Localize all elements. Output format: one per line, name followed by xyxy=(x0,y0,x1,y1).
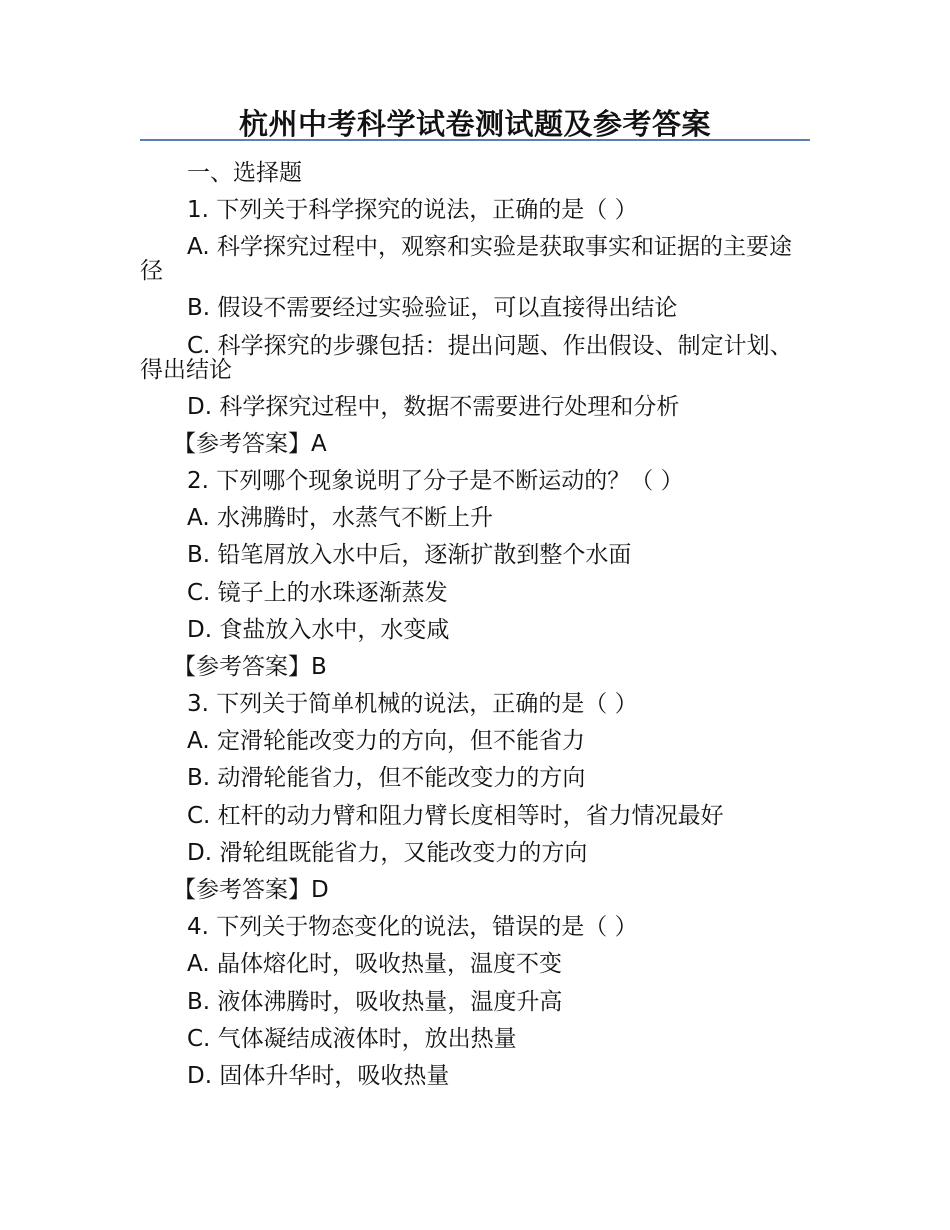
question-1-answer: 【参考答案】A xyxy=(173,430,327,457)
question-2-option-d: D. 食盐放入水中，水变咸 xyxy=(187,616,450,643)
question-2-option-b: B. 铅笔屑放入水中后，逐渐扩散到整个水面 xyxy=(187,542,632,569)
question-3-option-a: A. 定滑轮能改变力的方向，但不能省力 xyxy=(187,728,585,755)
question-stem-4: 4. 下列关于物态变化的说法，错误的是（ ） xyxy=(187,914,638,941)
question-4-option-a: A. 晶体熔化时，吸收热量，温度不变 xyxy=(187,951,562,978)
question-3-option-b: B. 动滑轮能省力，但不能改变力的方向 xyxy=(187,765,586,792)
question-1-option-c-block xyxy=(140,334,795,389)
question-2-option-a: A. 水沸腾时，水蒸气不断上升 xyxy=(187,505,493,532)
section-heading: 一、选择题 xyxy=(187,160,302,186)
question-4-option-c: C. 气体凝结成液体时，放出热量 xyxy=(187,1025,517,1052)
question-3-option-d: D. 滑轮组既能省力，又能改变力的方向 xyxy=(187,839,588,866)
question-3-answer: 【参考答案】D xyxy=(173,877,329,903)
question-stem-1: 1. 下列关于科学探究的说法，正确的是（ ） xyxy=(187,197,638,224)
question-4-option-b: B. 液体沸腾时，吸收热量，温度升高 xyxy=(187,988,563,1015)
question-1-option-a-block xyxy=(140,235,795,290)
question-2-answer: 【参考答案】B xyxy=(173,653,327,680)
document-title: 杭州中考科学试卷测试题及参考答案 xyxy=(238,107,711,141)
question-stem-2: 2. 下列哪个现象说明了分子是不断运动的？（ ） xyxy=(187,467,684,494)
question-1-option-d: D. 科学探究过程中，数据不需要进行处理和分析 xyxy=(187,393,680,420)
question-2-option-c: C. 镜子上的水珠逐渐蒸发 xyxy=(187,579,448,606)
question-3-option-c: C. 杠杆的动力臂和阻力臂长度相等时，省力情况最好 xyxy=(187,802,724,829)
question-4-option-d: D. 固体升华时，吸收热量 xyxy=(187,1062,450,1089)
question-1-option-b: B. 假设不需要经过实验验证，可以直接得出结论 xyxy=(187,295,678,322)
question-stem-3: 3. 下列关于简单机械的说法，正确的是（ ） xyxy=(187,691,638,718)
title-underline xyxy=(140,139,810,141)
document-body xyxy=(140,155,795,1095)
question-1-option-a: A. 科学探究过程中，观察和实验是获取事实和证据的主要途径 xyxy=(140,234,792,285)
question-1-option-c: C. 科学探究的步骤包括：提出问题、作出假设、制定计划、得出结论 xyxy=(140,332,793,383)
